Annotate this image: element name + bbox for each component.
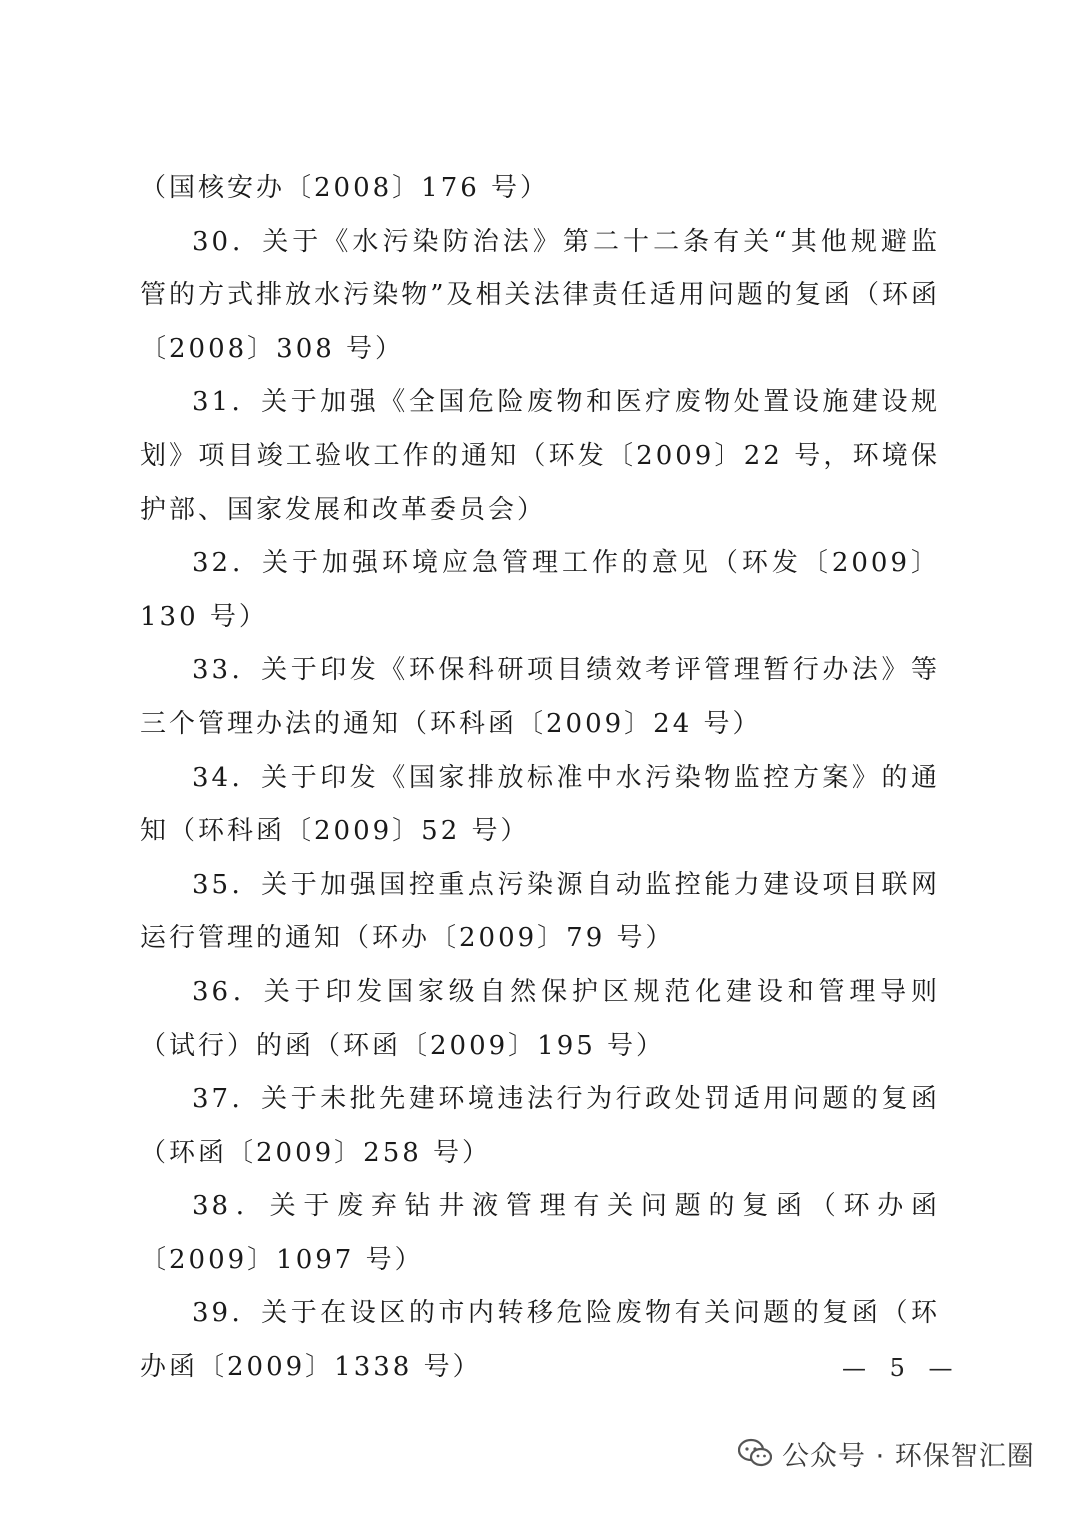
wechat-watermark [738,1428,1035,1478]
list-item-32: 32．关于加强环境应急管理工作的意见（环发〔2009〕130 号） [140,548,940,632]
watermark-text: 公众号 · 环保智汇圈 [782,1440,1035,1472]
list-item-31: 31．关于加强《全国危险废物和医疗废物处置设施建设规划》项目竣工验收工作的通知（环发〔2009〕22 号，环境保护部、国家发展和改革委员会） [140,387,940,525]
list-item-38: 38．关于废弃钻井液管理有关问题的复函（环办函〔2009〕1097 号） [140,1191,940,1275]
list-item-36: 36．关于印发国家级自然保护区规范化建设和管理导则（试行）的函（环函〔2009〕195 号） [140,976,940,1061]
page-number: — 5 — [842,1354,961,1382]
list-item-34: 34．关于印发《国家排放标准中水污染物监控方案》的通知（环科函〔2009〕52 号） [140,762,940,847]
list-item-33: 33．关于印发《环保科研项目绩效考评管理暂行办法》等三个管理办法的通知（环科函〔2009〕24 号） [140,655,940,739]
list-item-39: 39．关于在设区的市内转移危险废物有关问题的复函（环办函〔2009〕1338 号） [140,1298,940,1383]
paragraph-continuation: （国核安办〔2008〕176 号） [140,173,550,203]
wechat-icon [738,1438,772,1468]
document-body [140,162,940,1395]
list-item-37: 37．关于未批先建环境违法行为行政处罚适用问题的复函（环函〔2009〕258 号） [140,1084,940,1168]
list-item-35: 35．关于加强国控重点污染源自动监控能力建设项目联网运行管理的通知（环办〔2009〕79 号） [140,869,940,954]
list-item-30: 30．关于《水污染防治法》第二十二条有关“其他规避监管的方式排放水污染物”及相关法律责任适用问题的复函（环函〔2008〕308 号） [140,226,940,364]
